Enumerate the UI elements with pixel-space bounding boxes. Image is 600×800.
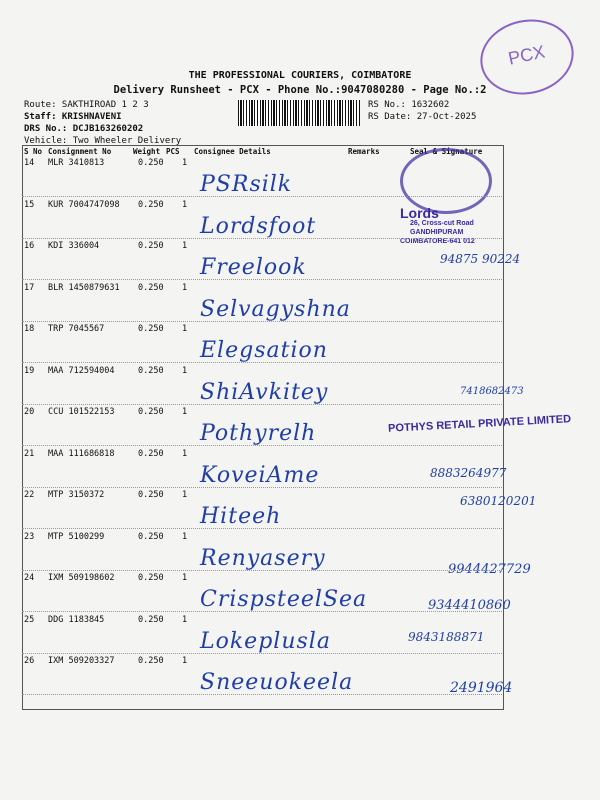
row-weight: 0.250 <box>138 532 164 542</box>
consignee-signature: Renyasery <box>200 546 326 571</box>
row-weight: 0.250 <box>138 366 164 376</box>
lords-address-1: 26, Cross-cut Road <box>410 220 474 227</box>
lords-address-2: GANDHIPURAM <box>410 229 464 236</box>
row-pcs: 1 <box>182 407 188 417</box>
row-pcs: 1 <box>182 366 188 376</box>
table-row <box>0 158 600 198</box>
consignee-signature: Sneeuokeela <box>200 670 354 695</box>
row-pcs: 1 <box>182 324 188 334</box>
row-weight: 0.250 <box>138 283 164 293</box>
row-consignment-no: BLR 1450879631 <box>48 283 120 293</box>
row-divider <box>22 196 502 197</box>
row-consignment-no: MAA 111686818 <box>48 449 115 459</box>
row-sno: 14 <box>24 158 35 168</box>
phone-r24: 9344410860 <box>428 598 511 613</box>
row-sno: 26 <box>24 656 35 666</box>
row-weight: 0.250 <box>138 200 164 210</box>
row-sno: 21 <box>24 449 35 459</box>
row-divider <box>22 362 502 363</box>
row-divider <box>22 528 502 529</box>
row-pcs: 1 <box>182 283 188 293</box>
consignee-signature: Pothyrelh <box>200 421 317 446</box>
row-divider <box>22 570 502 571</box>
row-consignment-no: KDI 336004 <box>48 241 100 251</box>
col-consignee: Consignee Details <box>194 147 271 156</box>
row-sno: 17 <box>24 283 35 293</box>
row-divider <box>22 238 502 239</box>
barcode <box>238 100 360 126</box>
phone-r16: 94875 90224 <box>440 252 521 266</box>
row-consignment-no: MTP 5100299 <box>48 532 105 542</box>
row-consignment-no: MTP 3150372 <box>48 490 105 500</box>
phone-r23: 9944427729 <box>448 562 531 577</box>
table-row <box>0 449 600 489</box>
col-seal: Seal & Signature <box>410 147 483 156</box>
pcx-stamp: PCX <box>473 11 580 103</box>
consignee-signature: PSRsilk <box>200 172 293 197</box>
row-divider <box>22 404 502 405</box>
row-consignment-no: TRP 7045567 <box>48 324 105 334</box>
company-name: THE PROFESSIONAL COURIERS, COIMBATORE <box>188 70 412 81</box>
row-consignment-no: DDG 1183845 <box>48 615 105 625</box>
row-weight: 0.250 <box>138 656 164 666</box>
phone-r22: 6380120201 <box>460 494 537 508</box>
runsheet-title: Delivery Runsheet - PCX - Phone No.:9047080280 - Page No.:2 <box>113 84 487 96</box>
row-weight: 0.250 <box>138 490 164 500</box>
row-consignment-no: IXM 509203327 <box>48 656 115 666</box>
row-sno: 15 <box>24 200 35 210</box>
consignee-signature: CrispsteelSea <box>200 587 368 612</box>
rs-date: RS Date: 27-Oct-2025 <box>368 112 477 122</box>
row-sno: 19 <box>24 366 35 376</box>
row-pcs: 1 <box>182 449 188 459</box>
row-pcs: 1 <box>182 615 188 625</box>
row-pcs: 1 <box>182 200 188 210</box>
row-weight: 0.250 <box>138 449 164 459</box>
row-divider <box>22 321 502 322</box>
row-pcs: 1 <box>182 158 188 168</box>
phone-r21: 8883264977 <box>430 466 507 480</box>
col-pcs: PCS <box>166 147 180 156</box>
rs-no: RS No.: 1632602 <box>368 100 450 110</box>
consignee-signature: Lokeplusla <box>200 629 331 654</box>
row-weight: 0.250 <box>138 573 164 583</box>
row-pcs: 1 <box>182 656 188 666</box>
row-consignment-no: MAA 712594004 <box>48 366 115 376</box>
table-row <box>0 324 600 364</box>
row-weight: 0.250 <box>138 158 164 168</box>
row-pcs: 1 <box>182 490 188 500</box>
pothys-stamp: POTHYS RETAIL PRIVATE LIMITED <box>387 413 572 435</box>
lords-stamp: Lords <box>400 205 439 221</box>
row-consignment-no: KUR 7004747098 <box>48 200 120 210</box>
phone-r25: 9843188871 <box>408 630 485 644</box>
table-row <box>0 615 600 655</box>
vehicle: Vehicle: Two Wheeler Delivery <box>24 136 182 146</box>
consignee-signature: Lordsfoot <box>200 214 317 239</box>
row-pcs: 1 <box>182 573 188 583</box>
row-pcs: 1 <box>182 532 188 542</box>
row-consignment-no: CCU 101522153 <box>48 407 115 417</box>
row-sno: 25 <box>24 615 35 625</box>
row-pcs: 1 <box>182 241 188 251</box>
staff: Staff: KRISHNAVENI <box>24 112 122 122</box>
row-consignment-no: MLR 3410813 <box>48 158 105 168</box>
row-sno: 20 <box>24 407 35 417</box>
consignee-signature: ShiAvkitey <box>200 380 329 405</box>
row-divider <box>22 653 502 654</box>
row-weight: 0.250 <box>138 407 164 417</box>
row-sno: 23 <box>24 532 35 542</box>
consignee-signature: Hiteeh <box>200 504 282 529</box>
row-weight: 0.250 <box>138 324 164 334</box>
drs-no: DRS No.: DCJB163260202 <box>24 124 144 134</box>
row-sno: 24 <box>24 573 35 583</box>
row-sno: 16 <box>24 241 35 251</box>
lords-address-3: COIMBATORE-641 012 <box>400 238 475 245</box>
consignee-signature: KoveiAme <box>200 463 320 488</box>
route: Route: SAKTHIROAD 1 2 3 <box>24 100 149 110</box>
row-weight: 0.250 <box>138 241 164 251</box>
table-row <box>0 200 600 240</box>
col-weight: Weight <box>133 147 161 156</box>
row-weight: 0.250 <box>138 615 164 625</box>
row-consignment-no: IXM 509198602 <box>48 573 115 583</box>
col-consignment: Consignment No <box>48 147 112 156</box>
col-sno: S No <box>24 147 43 156</box>
row-sno: 18 <box>24 324 35 334</box>
row-divider <box>22 487 502 488</box>
phone-r26: 2491964 <box>450 680 513 696</box>
row-divider <box>22 279 502 280</box>
consignee-signature: Elegsation <box>200 338 328 363</box>
consignee-signature: Freelook <box>200 255 307 280</box>
col-remarks: Remarks <box>348 147 380 156</box>
row-divider <box>22 694 502 695</box>
row-divider <box>22 611 502 612</box>
table-row <box>0 283 600 323</box>
phone-r19: 7418682473 <box>460 386 524 397</box>
row-divider <box>22 445 502 446</box>
row-sno: 22 <box>24 490 35 500</box>
consignee-signature: Selvagyshna <box>200 297 351 322</box>
